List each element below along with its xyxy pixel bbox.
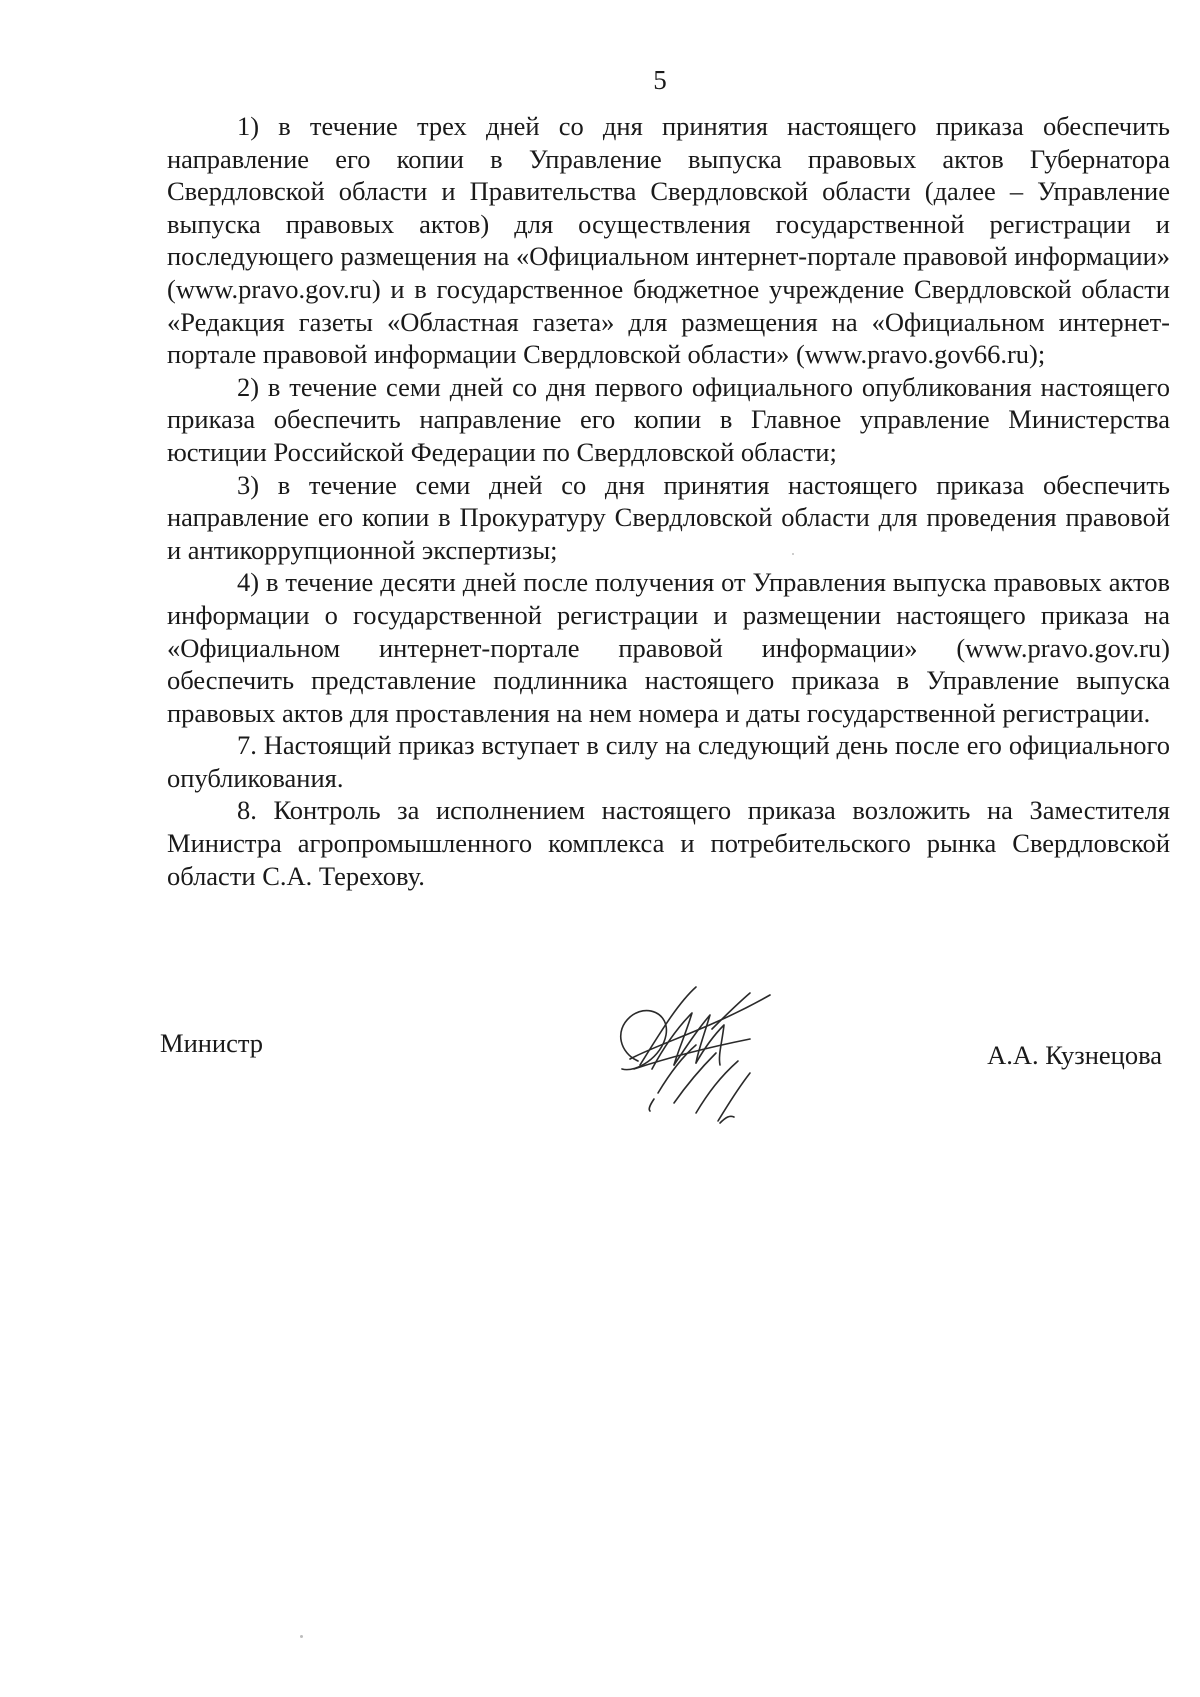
paragraph-item-2: 2) в течение семи дней со дня первого официального опубликования настоящего приказа обеспечить направление его копии в Главное управление Министерства юстиции Российской Федерации по Свердловской области; (167, 371, 1170, 467)
signature-block (160, 1028, 1170, 1148)
scan-speck (792, 553, 794, 555)
paragraph-item-4: 4) в течение десяти дней после получения от Управления выпуска правовых актов информации о государственной регистрации и размещении настоящего приказа на «Официальном интернет-портале правовой информации» (www.pravo.gov.ru) обеспечить представление подлинника настоящего приказа в Управление выпуска правовых актов для проставления на нем номера и даты государственной регистрации. (167, 567, 1170, 728)
paragraph-item-1: 1) в течение трех дней со дня принятия настоящего приказа обеспечить направление его копии в Управление выпуска правовых актов Губернатора Свердловской области и Правительства Свердловской области (далее – Управление выпуска правовых актов) для осуществления государственной регистрации и последующего размещения на «Официальном интернет-портале правовой информации» (www.pravo.gov.ru) и в государственное бюджетное учреждение Свердловской области «Редакция газеты «Областная газета» для размещения на «Официальном интернет-портале правовой информации Свердловской области» (www.pravo.gov66.ru); (167, 111, 1170, 370)
signer-name: А.А. Кузнецова (987, 1040, 1162, 1070)
signer-position: Министр (160, 1028, 264, 1058)
paragraph-item-3: 3) в течение семи дней со дня принятия настоящего приказа обеспечить направление его копии в Прокуратуру Свердловской области для проведения правовой и антикоррупционной экспертизы; (167, 469, 1170, 565)
scan-speck (300, 1635, 303, 1638)
page-number: 5 (653, 65, 667, 95)
handwritten-signature (600, 973, 810, 1148)
paragraph-point-8: 8. Контроль за исполнением настоящего приказа возложить на Заместителя Министра агропромышленного комплекса и потребительского рынка Свердловской области С.А. Терехову. (167, 795, 1170, 891)
paragraph-point-7: 7. Настоящий приказ вступает в силу на следующий день после его официального опубликования. (167, 730, 1170, 793)
document-body (167, 110, 1170, 892)
